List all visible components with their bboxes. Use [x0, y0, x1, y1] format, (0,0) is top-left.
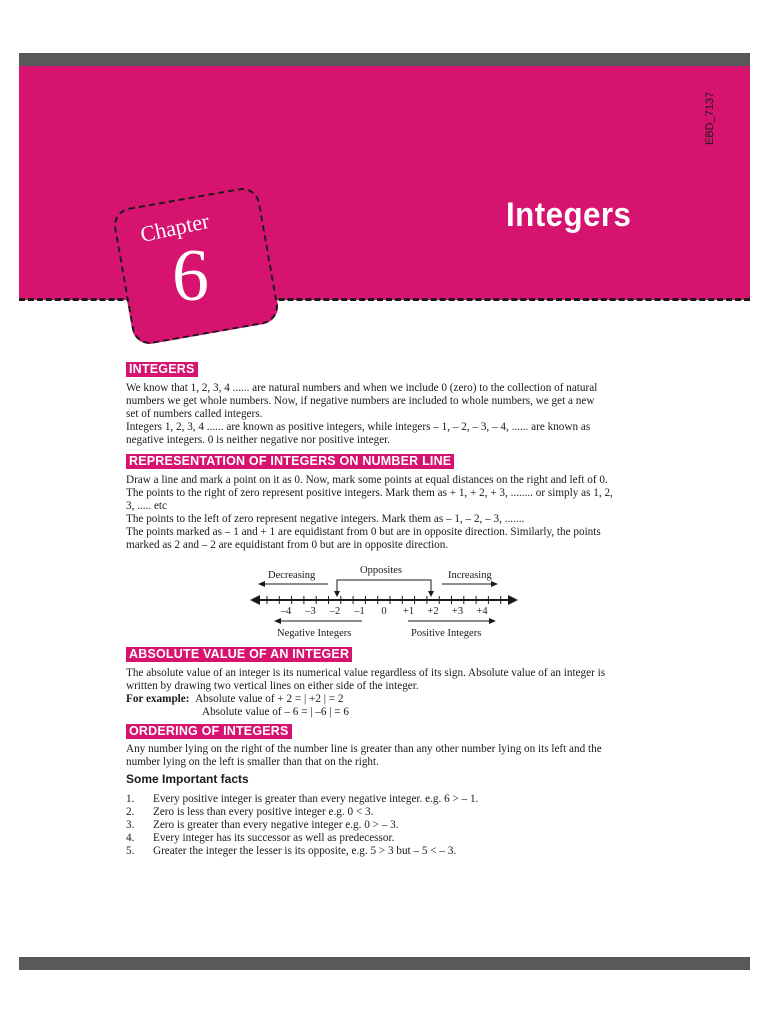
example-2: Absolute value of – 6 = | –6 | = 6: [202, 706, 349, 719]
opposites-arrowhead-left: [334, 591, 340, 597]
opposites-arrowhead-right: [428, 591, 434, 597]
section-heading-representation: REPRESENTATION OF INTEGERS ON NUMBER LINE: [126, 454, 454, 469]
text-line: negative integers. 0 is neither negative nor positive integer.: [126, 434, 391, 447]
text-line: set of numbers called integers.: [126, 408, 263, 421]
text-line: Any number lying on the right of the number line is greater than any other number lying on its left and the: [126, 743, 602, 755]
positive-integers-label: Positive Integers: [411, 628, 482, 639]
number-line-diagram: [248, 560, 523, 642]
tick-label: –3: [305, 606, 316, 617]
example-1: Absolute value of + 2 = | +2 | = 2: [195, 693, 344, 706]
list-item: [126, 845, 643, 858]
text-line: Draw a line and mark a point on it as 0. Now, mark some points at equal distances on the right and left of 0.: [126, 474, 608, 486]
number-line-left-arrow: [250, 595, 260, 605]
section-heading-ordering: ORDERING OF INTEGERS: [126, 724, 292, 739]
example-label: For example:: [126, 693, 190, 706]
tick-label: 0: [381, 606, 387, 617]
section-heading-absolute-value: ABSOLUTE VALUE OF AN INTEGER: [126, 647, 352, 662]
list-text: Zero is greater than every negative integer e.g. 0 > – 3.: [153, 819, 399, 831]
opposites-bracket: [337, 580, 431, 594]
text-line: The points to the left of zero represent negative integers. Mark them as – 1, – 2, – 3, .......: [126, 513, 525, 526]
list-item: [126, 832, 643, 845]
example-line: [126, 706, 643, 719]
decreasing-arrowhead: [258, 581, 265, 587]
text-line: written by drawing two vertical lines on either side of the integer.: [126, 680, 419, 693]
chapter-number: 6: [172, 235, 209, 317]
list-item: [126, 819, 643, 832]
example-line: [126, 693, 643, 706]
positive-arrowhead: [489, 618, 496, 624]
tick-label: +3: [451, 606, 464, 617]
text-line: Integers 1, 2, 3, 4 ...... are known as positive integers, while integers – 1, – 2, – 3, – 4, ...... are known as: [126, 421, 591, 434]
list-number: 1.: [126, 793, 135, 805]
increasing-arrowhead: [491, 581, 498, 587]
tick-label: +4: [476, 606, 488, 617]
tick-label: +1: [402, 606, 415, 617]
list-item: [126, 806, 643, 819]
list-text: Zero is less than every positive integer e.g. 0 < 3.: [153, 806, 374, 818]
integers-paragraph: [126, 382, 643, 447]
section-heading-integers: INTEGERS: [126, 362, 198, 377]
ordering-paragraph: [126, 743, 643, 769]
text-line: marked as 2 and – 2 are equidistant from 0 but are in opposite direction.: [126, 539, 449, 552]
list-text: Every positive integer is greater than every negative integer. e.g. 6 > – 1.: [153, 793, 479, 805]
list-number: 2.: [126, 806, 135, 818]
text-line: numbers we get whole numbers. Now, if negative numbers are included to whole numbers, we get a new: [126, 395, 595, 408]
tick-label: –2: [329, 606, 341, 617]
tick-label: –1: [354, 606, 365, 617]
chapter-word: Chapter: [138, 208, 212, 247]
facts-list: [126, 793, 643, 858]
bottom-bar: [19, 957, 750, 970]
increasing-label: Increasing: [448, 570, 492, 581]
opposites-label: Opposites: [360, 565, 402, 576]
text-line: 3, ..... etc: [126, 500, 168, 513]
negative-integers-label: Negative Integers: [277, 628, 352, 639]
facts-heading: Some Important facts: [126, 772, 249, 786]
chapter-title: Integers: [506, 196, 632, 234]
text-line: The points to the right of zero represent positive integers. Mark them as + 1, + 2, + 3, ........ or simply as 1, 2,: [126, 487, 613, 500]
list-number: 4.: [126, 832, 135, 844]
list-number: 5.: [126, 845, 135, 857]
text-line: We know that 1, 2, 3, 4 ...... are natural numbers and when we include 0 (zero) to the collection of natural: [126, 382, 598, 394]
number-line-right-arrow: [508, 595, 518, 605]
book-code: EBD_7137: [704, 91, 716, 145]
tick-label: –4: [280, 606, 292, 617]
negative-arrowhead: [274, 618, 281, 624]
text-line: number lying on the left is smaller than that on the right.: [126, 756, 379, 769]
text-line: The points marked as – 1 and + 1 are equidistant from 0 but are in opposite direction. Similarly, the points: [126, 526, 601, 539]
tick-label: +2: [427, 606, 439, 617]
list-item: [126, 793, 643, 806]
text-line: The absolute value of an integer is its numerical value regardless of its sign. Absolute value of an integer is: [126, 667, 606, 679]
list-number: 3.: [126, 819, 135, 831]
representation-paragraph: [126, 474, 643, 553]
top-bar: [19, 53, 750, 66]
list-text: Every integer has its successor as well as predecessor.: [153, 832, 395, 844]
decreasing-label: Decreasing: [268, 570, 316, 581]
list-text: Greater the integer the lesser is its opposite, e.g. 5 > 3 but – 5 < – 3.: [153, 845, 457, 857]
absolute-paragraph: [126, 667, 643, 719]
